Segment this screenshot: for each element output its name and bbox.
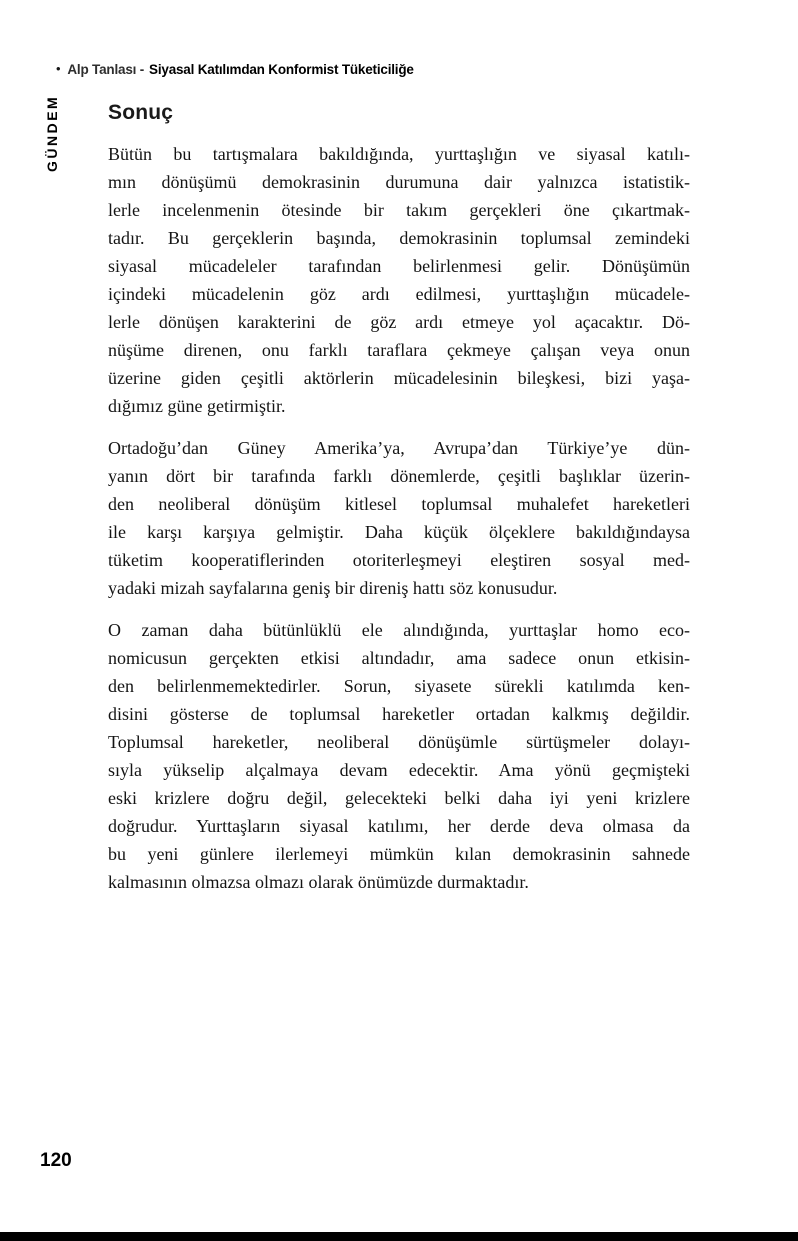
bottom-black-bar xyxy=(0,1232,798,1241)
text-line: içindeki mücadelenin göz ardı edilmesi, yurttaşlığın mücadele- xyxy=(108,284,690,304)
header-author: Alp Tanlası - xyxy=(67,62,145,77)
page-content xyxy=(108,101,690,910)
running-header xyxy=(56,62,414,77)
text-line: tüketim kooperatiflerinden otoriterleşmeyi eleştiren sosyal med- xyxy=(108,550,690,570)
section-title: Sonuç xyxy=(108,101,174,124)
text-line: Ortadoğu’dan Güney Amerika’ya, Avrupa’dan Türkiye’ye dün- xyxy=(108,438,690,458)
text-line: tadır. Bu gerçeklerin başında, demokrasinin toplumsal zemindeki xyxy=(108,228,690,248)
page-number: 120 xyxy=(40,1150,72,1171)
text-line: kalmasının olmazsa olmazı olarak önümüzde durmaktadır. xyxy=(108,872,529,892)
text-line: disini gösterse de toplumsal hareketler ortadan kalkmış değildir. xyxy=(108,704,690,724)
paragraph xyxy=(108,434,690,602)
text-line: lerle incelenmenin ötesinde bir takım gerçekleri öne çıkartmak- xyxy=(108,200,690,220)
text-line: O zaman daha bütünlüklü ele alındığında, yurttaşlar homo eco- xyxy=(108,620,690,640)
text-line: Bütün bu tartışmalara bakıldığında, yurttaşlığın ve siyasal katılı- xyxy=(108,144,690,164)
text-line: doğrudur. Yurttaşların siyasal katılımı, her derde deva olmasa da xyxy=(108,816,690,836)
text-line: mın dönüşümü demokrasinin durumuna dair yalnızca istatistik- xyxy=(108,172,690,192)
text-line: yanın dört bir tarafında farklı dönemlerde, çeşitli başlıklar üzerin- xyxy=(108,466,690,486)
paragraph xyxy=(108,140,690,420)
section-vertical-label: GÜNDEM xyxy=(44,94,60,172)
text-line: lerle dönüşen karakterini de göz ardı etmeye yol açacaktır. Dö- xyxy=(108,312,690,332)
text-line: nüşüme direnen, onu farklı taraflara çekmeye çalışan veya onun xyxy=(108,340,690,360)
text-line: ile karşı karşıya gelmiştir. Daha küçük ölçeklere bakıldığındaysa xyxy=(108,522,690,542)
text-line: siyasal mücadeleler tarafından belirlenmesi gelir. Dönüşümün xyxy=(108,256,690,276)
text-line: den belirlenmemektedirler. Sorun, siyasete sürekli katılımda ken- xyxy=(108,676,690,696)
body-paragraphs xyxy=(108,140,690,896)
text-line: üzerine giden çeşitli aktörlerin mücadelesinin bileşkesi, bizi yaşa- xyxy=(108,368,690,388)
text-line: Toplumsal hareketler, neoliberal dönüşümle sürtüşmeler dolayı- xyxy=(108,732,690,752)
text-line: dığımız güne getirmiştir. xyxy=(108,396,286,416)
text-line: nomicusun gerçekten etkisi altındadır, ama sadece onun etkisin- xyxy=(108,648,690,668)
paragraph xyxy=(108,616,690,896)
text-line: den neoliberal dönüşüm kitlesel toplumsal muhalefet hareketleri xyxy=(108,494,690,514)
text-line: yadaki mizah sayfalarına geniş bir direniş hattı söz konusudur. xyxy=(108,578,558,598)
text-line: eski krizlere doğru değil, gelecekteki belki daha iyi yeni krizlere xyxy=(108,788,690,808)
text-line: bu yeni günlere ilerlemeyi mümkün kılan demokrasinin sahnede xyxy=(108,844,690,864)
bullet-icon: • xyxy=(56,61,61,76)
text-line: sıyla yükselip alçalmaya devam edecektir. Ama yönü geçmişteki xyxy=(108,760,690,780)
header-book-title: Siyasal Katılımdan Konformist Tüketiciliğe xyxy=(149,62,414,77)
